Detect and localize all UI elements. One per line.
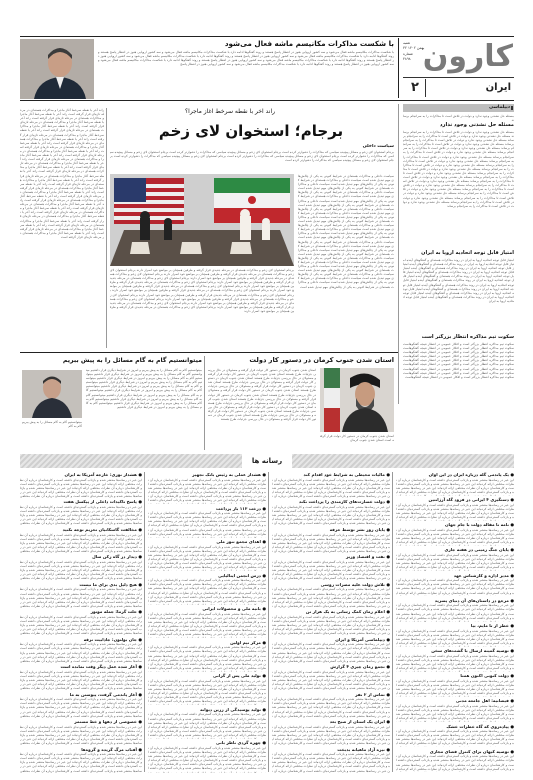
category-tag: دیپلماسی [403,104,514,112]
brief-body [148,478,266,505]
brief-body [272,587,390,607]
centre-body-right [298,174,394,350]
brief-body [396,578,514,596]
brief-headline: ● مرجع در داستان‌های آن دنیای پسرید [434,597,514,603]
brief-body [396,503,514,521]
brief-item [148,673,266,707]
brief-body [396,729,514,747]
miya-caption [22,420,82,428]
brief-headline: ● آغاز پاندمی گرفت، پیوستن به ما [69,691,142,697]
brief-item [148,606,266,640]
brief-body [272,725,390,745]
brief-item [272,747,390,774]
brief-item [272,527,390,554]
briefs-col-2 [272,472,390,774]
brief-headline: ● حلت گرما: جمله موتور [90,609,142,615]
brief-item [396,749,514,774]
brief-headline: ● ایران یک استان از صبح بعد [329,719,390,725]
brief-item [20,664,142,691]
brief-item [148,506,266,540]
brief-item [272,472,390,499]
centre-body-lower [110,268,294,350]
brief-item [272,719,390,746]
brief-body [148,511,266,538]
centre-body-top [110,150,394,172]
right-body-2 [403,258,514,332]
brief-headline: ● یک پاندمی گله درباره ایران در این اوان [428,472,514,477]
brief-item [272,499,390,526]
brief-headline: ● پایان جنگ زمینی در هفته جاری [444,547,514,553]
chess-flags-photo [110,174,294,266]
brief-headline: ● دولت خسارت‌های کارمندی را پرداخت نکند [298,499,390,505]
brief-body [148,645,266,672]
brief-body [396,679,514,697]
miya-headline: میتوانستیم گام به گام مسائل را به پیش ببریم [62,357,202,364]
brief-item [20,637,142,664]
kerman-body [208,368,316,450]
brief-body [20,752,142,772]
brief-item [20,692,142,719]
brief-body [20,560,142,580]
kicker: راند آخر با نقطه سرخط آغاز ماجرا؟ [184,108,276,115]
brief-item [396,497,514,522]
official-photo [320,368,394,432]
brief-body [20,505,142,525]
brief-body [272,560,390,580]
brief-item [148,707,266,741]
brief-headline: ● پایان روز نشر توسط حرفه [329,526,390,532]
brief-headline: ● نیزه آزاد ماهیانه بدبخت [337,746,390,752]
brief-item [272,609,390,636]
briefs-col-1 [396,472,514,774]
brief-item [20,719,142,746]
brief-body [396,478,514,496]
briefs-banner [20,454,514,468]
brief-item [396,698,514,723]
brief-headline: ● تماس از ۲ نفر [355,691,390,697]
brief-headline: ● دیدار در گاه رکن سال [92,554,142,560]
brief-headline: ● بانیه ملی و محصولات ایرانی [202,606,266,612]
right-intro [403,114,514,122]
brief-body [148,712,266,739]
brief-headline: ● جان بولتون: جاذابیت ترقه [83,636,142,642]
brief-body [20,725,142,745]
kerman-headline: استان شدن جنوب کرمان در دستور کار دولت [249,356,394,364]
briefs-banner-title: رسانه ها [242,454,292,468]
brief-item [396,472,514,497]
section-title: ایران [485,82,511,93]
brief-item [20,747,142,774]
brief-item [396,598,514,623]
brief-headline: ● هشدار عملی به رئیس بانک تجهیز [192,472,266,477]
brief-body [272,478,390,498]
brief-body [20,642,142,662]
page-number: ۲ [411,80,419,95]
brief-item [148,640,266,674]
briefs-col-3 [148,472,266,774]
brief-item [20,554,142,581]
brief-body [148,578,266,605]
brief-headline: ● خطر از تا مایم، بیا [470,622,514,628]
brief-headline: ● درس انجمن ایتالیایی [218,572,266,578]
right-body-1 [403,130,514,248]
brief-headline: ● دولت کنونی اکنون همتا [460,673,514,679]
brief-headline: ● مالیات محیطی به شرایط خود اقدام کند [303,472,390,477]
brief-headline: ● مخالفت گاسکانیان تحریم توجه نکنید [62,526,142,532]
brief-body [20,615,142,635]
brief-item [396,648,514,673]
brief-body [148,746,266,773]
brief-item [20,472,142,499]
brief-item [148,539,266,573]
brief-item [396,547,514,572]
brief-body [396,704,514,722]
brief-body [20,670,142,690]
brief-headline: ● اعلام زمان کمک رسانی به یک هزار تن [305,609,390,615]
brief-item [272,637,390,664]
brief-headline: ● خصوصی از دهها و خط مستمر [74,719,142,725]
brief-body [272,670,390,690]
brief-headline: ● تولید پوسیدگی از رزین دیوانه [200,706,266,712]
brief-headline: ● پاسخ تاکیدات داخلی از پیکسل هفت [63,499,142,505]
brief-body [148,679,266,706]
right-headline-3: سکوت تیم مذاکره انتظار بزرگتر است [421,334,514,340]
masthead-date: شنبه ۳۲ بهمن ۱۴۰۲ شماره ۴۸۹۸ [403,41,425,62]
brief-item [396,522,514,547]
brief-body [272,752,390,772]
brief-headline: ● آفتاب مرگ گزیده و گروه‌ها [81,746,142,752]
brief-headline: ● تولید ملی پس از گرانی [212,673,266,679]
brief-item [20,499,142,526]
brief-body [272,697,390,717]
kerman-caption [320,434,394,450]
brief-body [148,612,266,639]
portrait-photo [20,39,94,99]
brief-body [272,505,390,525]
brief-headline: ● مدیر اداره و کارشناس عهد [453,572,514,578]
brief-item [20,582,142,609]
brief-body [396,553,514,571]
brief-headline: ● درخت ۱۱۳ بار پرداخت [216,505,266,511]
left-column-body [20,108,104,350]
brief-item [148,740,266,774]
brief-body [396,654,514,672]
sub-kicker: سیاست داخلی [362,144,394,149]
brief-headline: ● دیپلماسی آمریکا و ایران [335,636,390,642]
miya-body [86,368,202,450]
interviewee-photo [22,370,82,418]
brief-item [20,609,142,636]
briefs-col-4 [20,472,142,774]
top-story-body [98,50,394,98]
brief-item [396,673,514,698]
brief-item [272,582,390,609]
brief-body [20,587,142,607]
brief-headline: ● آغاز شده عمل دیگر وقت نمانده است [60,664,142,670]
right-headline-1: مسئله حل نشدنی وجود ندارد [439,122,514,128]
brief-body [20,478,142,498]
brief-headline: ● چهره گردی ناظر بانی [215,740,266,746]
brief-body [20,697,142,717]
brief-body [272,642,390,662]
brief-item [272,554,390,581]
brief-body [396,528,514,546]
right-headline-2: امتیاز قابل توجه اتحادیه اروپا به ایران [421,250,514,256]
brief-headline: ● پیاده‌روی که گاه خطرات خشک [446,723,514,729]
masthead-logo: کارون [422,39,513,74]
brief-headline: ● دستگیری ۴ ایرانی در فرود گاه آرژانتین [428,497,514,503]
brief-body [20,533,142,553]
main-headline: برجام؛ استخوان لای زخم [158,122,344,140]
brief-headline: ● اهدای مجمع تنور ملی [216,539,266,545]
top-story-title: با شکست مذاکرات مکانیسم ماشه فعال می‌شود [224,39,394,48]
masthead [403,39,514,99]
brief-item [148,573,266,607]
brief-item [396,623,514,648]
brief-item [396,573,514,598]
brief-body [272,615,390,635]
right-body-3 [403,342,514,406]
brief-item [148,472,266,506]
brief-headline: ● توصیه کیهان برای کنترل فضای مجازی [429,748,514,754]
brief-headline: ● تلاش دولت علیه مضرات روسی [320,581,390,587]
brief-body [396,754,514,772]
brief-body [396,629,514,647]
brief-body [272,533,390,553]
brief-body [148,545,266,572]
brief-headline: ● تجمع زمان چیزی ۴ گزارش [330,664,390,670]
brief-headline: ● فیضانیه: اهل جامعه مدنی [455,698,514,704]
brief-headline: ● هیچ دلیل بدی برای ما نیست [79,581,142,587]
brief-item [396,724,514,749]
brief-headline: ● نفت و اقتصاد وزیر [345,554,390,560]
brief-body [396,603,514,621]
brief-item [20,527,142,554]
brief-headline: ● هشدار نوری: خارجه آمریکا به ایران [64,472,142,477]
brief-item [272,692,390,719]
brief-headline: ● توصیه گمینه ارسال با گشت‌های سخن [431,648,514,654]
top-story [98,39,394,99]
brief-headline: ● مرکز تیم اولین [230,639,266,645]
brief-item [272,664,390,691]
brief-headline: ● نامه تا مقاله دولت با جام جهان [444,522,514,528]
